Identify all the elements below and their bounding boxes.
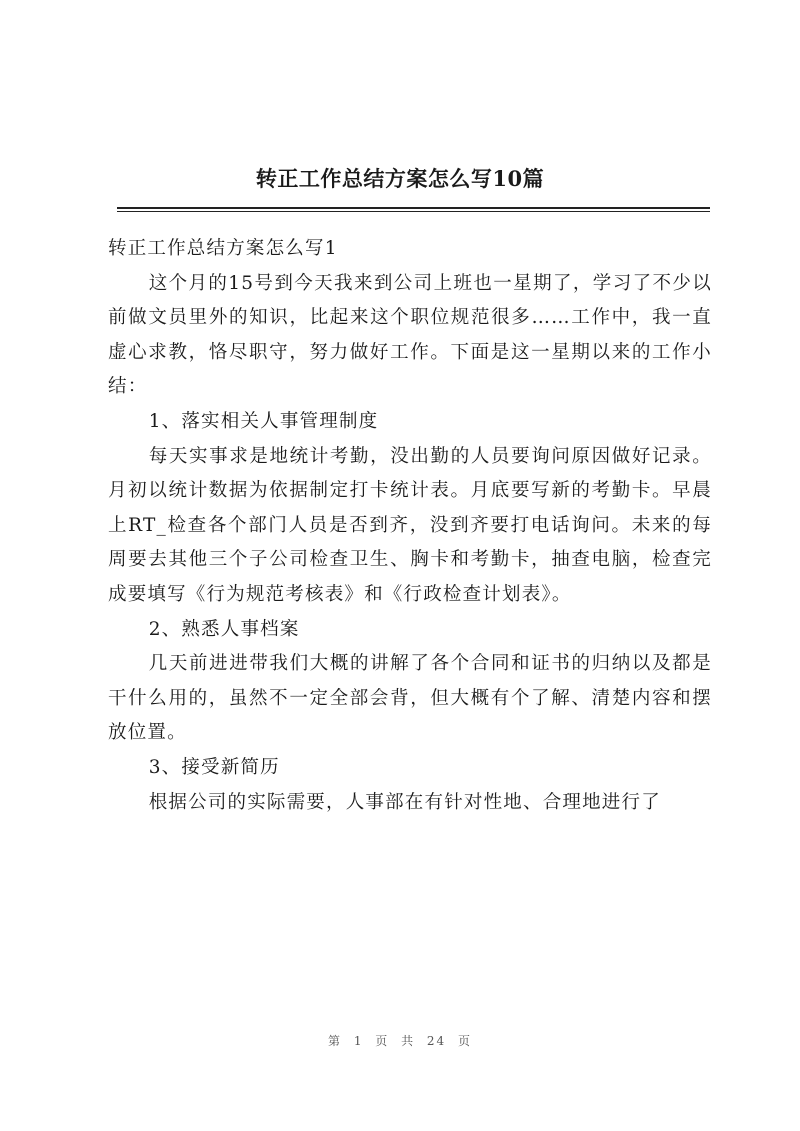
heading-item-1: 1、落实相关人事管理制度 (148, 410, 379, 432)
document-title: 转正工作总结方案怎么写10篇 (255, 166, 545, 191)
paragraph-archives: 几天前进进带我们大概的讲解了各个合同和证书的归纳以及都是干什么用的，虽然不一定全部会背，但大概有个了解、清楚内容和摆放位置。 (108, 653, 712, 744)
paragraph-attendance: 每天实事求是地统计考勤，没出勤的人员要询问原因做好记录。月初以统计数据为依据制定打卡统计表。月底要写新的考勤卡。早晨上RT_检查各个部门人员是否到齐，没到齐要打电话询问。未来的每周要去其他三个子公司检查卫生、胸卡和考勤卡，抽查电脑，检查完成要填写《行为规范考核表》和《行政检查计划表》。 (108, 445, 712, 605)
section-subtitle: 转正工作总结方案怎么写1 (108, 238, 338, 259)
title-divider (117, 207, 710, 212)
paragraph-intro: 这个月的15号到今天我来到公司上班也一星期了，学习了不少以前做文员里外的知识，比起来这个职位规范很多……工作中，我一直虚心求教，恪尽职守，努力做好工作。下面是这一星期以来的工作小结： (108, 272, 712, 398)
heading-item-3: 3、接受新简历 (148, 756, 280, 778)
paragraph-resumes: 根据公司的实际需要，人事部在有针对性地、合理地进行了 (148, 791, 661, 813)
heading-item-2: 2、熟悉人事档案 (148, 618, 300, 640)
page-number-footer: 第 1 页 共 24 页 (328, 1034, 472, 1048)
document-body (108, 232, 712, 820)
